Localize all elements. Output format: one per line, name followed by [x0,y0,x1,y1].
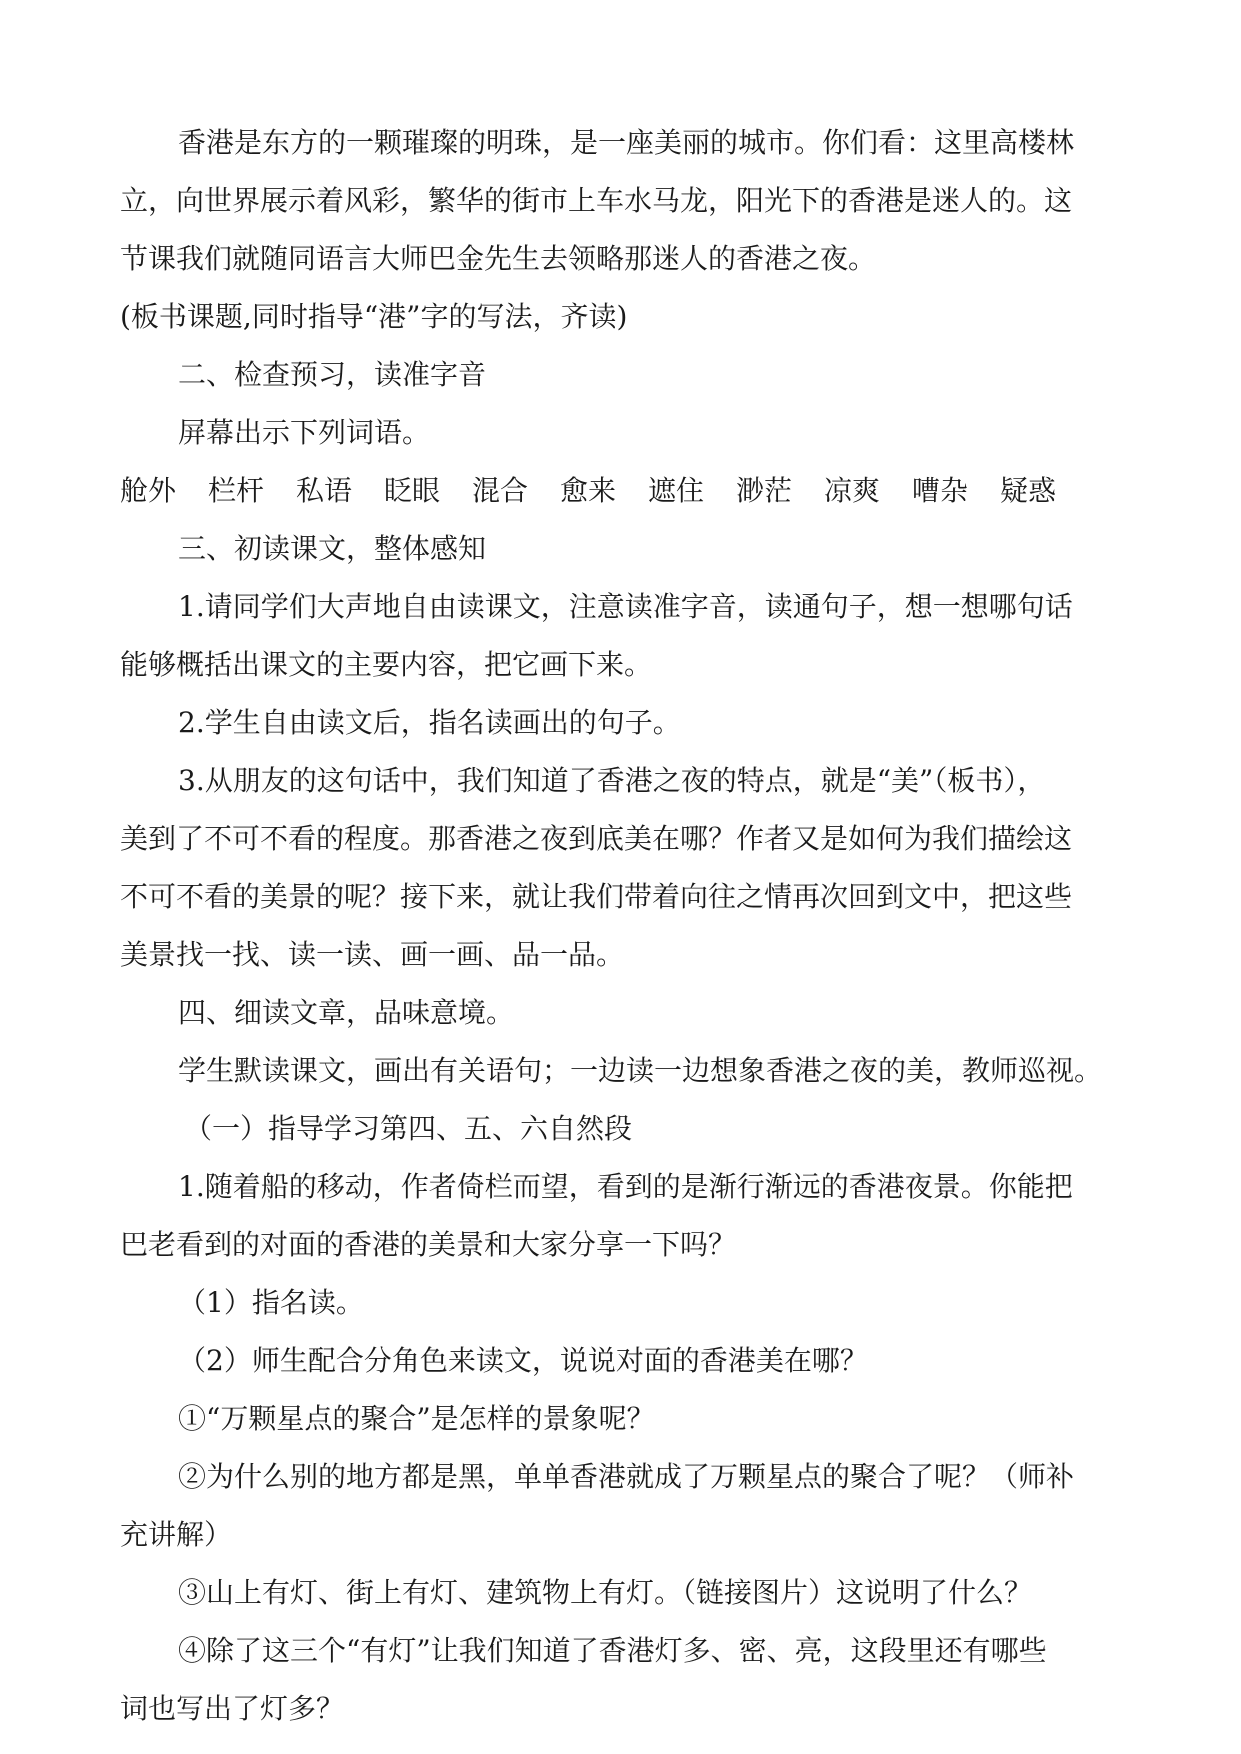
section-heading: 三、初读课文，整体感知 [178,532,487,565]
paragraph-line: 节课我们就随同语言大师巴金先生去领略那迷人的香港之夜。 [120,242,877,275]
paragraph-line: （1）指名读。 [178,1286,364,1319]
paragraph-line: 屏幕出示下列词语。 [178,416,431,449]
vocabulary-word: 私语 [296,474,353,507]
section-heading: 四、细读文章，品味意境。 [178,996,515,1029]
vocabulary-list [120,462,1120,520]
paragraph-line: 2.学生自由读文后，指名读画出的句子。 [178,706,681,739]
vocabulary-word: 渺茫 [736,474,793,507]
paragraph-line: 香港是东方的一颗璀璨的明珠，是一座美丽的城市。你们看：这里高楼林 [178,126,1075,159]
vocabulary-word: 凉爽 [824,474,881,507]
paragraph-line: 巴老看到的对面的香港的美景和大家分享一下吗？ [120,1228,737,1261]
subsection-heading: （一）指导学习第四、五、六自然段 [184,1112,633,1145]
vocabulary-word: 嘈杂 [912,474,969,507]
paragraph-line: 不可不看的美景的呢？接下来，就让我们带着向往之情再次回到文中，把这些 [120,880,1073,913]
paragraph-line: 3.从朋友的这句话中，我们知道了香港之夜的特点，就是“美”（板书）， [178,764,1046,797]
vocabulary-word: 混合 [472,474,529,507]
paragraph-line: 学生默读课文，画出有关语句；一边读一边想象香港之夜的美，教师巡视。 [178,1054,1103,1087]
paragraph-line: 1.请同学们大声地自由读课文，注意读准字音，读通句子，想一想哪句话 [178,590,1073,623]
paragraph-line: 词也写出了灯多？ [120,1692,345,1725]
paragraph-line: 美景找一找、读一读、画一画、品一品。 [120,938,625,971]
vocabulary-word: 疑惑 [1000,474,1057,507]
document-body [120,114,1120,1738]
paragraph-line: 充讲解） [120,1518,233,1551]
vocabulary-word: 舱外 [120,474,177,507]
vocabulary-word: 栏杆 [208,474,265,507]
paragraph-line: ③山上有灯、街上有灯、建筑物上有灯。（链接图片）这说明了什么？ [178,1576,1033,1609]
paragraph-line: 能够概括出课文的主要内容，把它画下来。 [120,648,653,681]
paragraph-line: ①“万颗星点的聚合”是怎样的景象呢？ [178,1402,655,1435]
paragraph-line: (板书课题,同时指导“港”字的写法，齐读) [120,300,628,333]
vocabulary-word: 遮住 [648,474,705,507]
paragraph-line: ②为什么别的地方都是黑，单单香港就成了万颗星点的聚合了呢？（师补 [178,1460,1075,1493]
section-heading: 二、检查预习，读准字音 [178,358,487,391]
vocabulary-word: 愈来 [560,474,617,507]
vocabulary-word: 眨眼 [384,474,441,507]
paragraph-line: ④除了这三个“有灯”让我们知道了香港灯多、密、亮，这段里还有哪些 [178,1634,1047,1667]
paragraph-line: 美到了不可不看的程度。那香港之夜到底美在哪？作者又是如何为我们描绘这 [120,822,1073,855]
paragraph-line: 立，向世界展示着风彩，繁华的街市上车水马龙，阳光下的香港是迷人的。这 [120,184,1073,217]
paragraph-line: 1.随着船的移动，作者倚栏而望，看到的是渐行渐远的香港夜景。你能把 [178,1170,1073,1203]
paragraph-line: （2）师生配合分角色来读文，说说对面的香港美在哪？ [178,1344,868,1377]
